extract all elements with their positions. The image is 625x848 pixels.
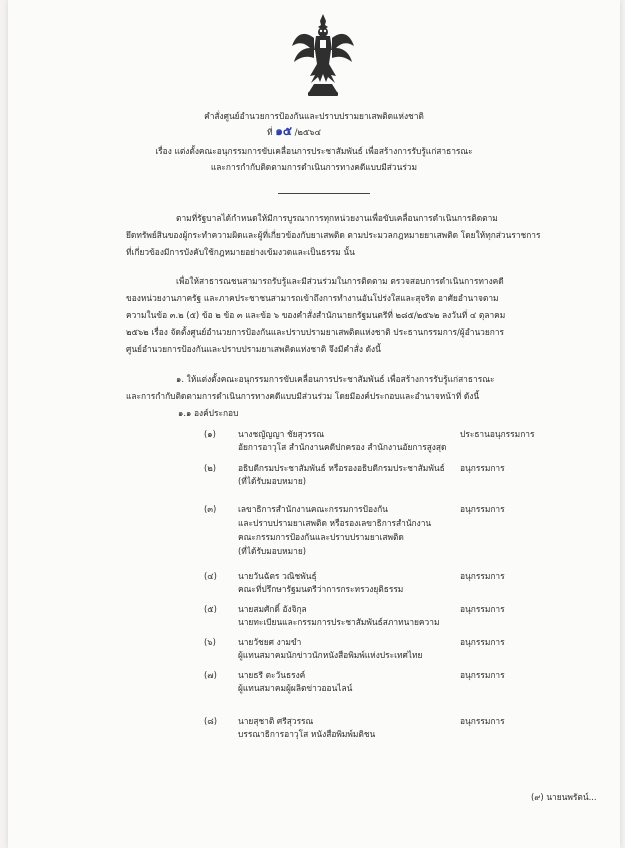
member-name: อธิบดีกรมประชาสัมพันธ์ หรือรองอธิบดีกรมประชาสัมพันธ์ [238,463,445,473]
member-affiliation: นายทะเบียนและกรรมการประชาสัมพันธ์สภาทนายความ [238,617,440,627]
member-affiliation: บรรณาธิการอาวุโส หนังสือพิมพ์มติชน [238,729,376,739]
paragraph-line: ที่เกี่ยวข้องมีการบังคับใช้กฎหมายอย่างเข้มงวดและเป็นธรรม นั้น [126,247,355,257]
order-line [267,126,321,138]
member-name: นายสมศักดิ์ อังจิกุล [238,604,307,614]
member-affiliation: และปราบปรามยาเสพติด หรือรองเลขาธิการสำนักงาน [238,518,432,528]
member-entry-8 [8,716,620,740]
agency-title: คำสั่งศูนย์อำนวยการป้องกันและปราบปรามยาเสพติดแห่งชาติ [204,111,424,121]
member-affiliation: (ที่ได้รับมอบหมาย) [238,476,307,486]
continuation-marker: (๙) นายนพรัตน์... [531,792,597,802]
member-affiliation: (ที่ได้รับมอบหมาย) [238,546,307,556]
member-entry-1 [8,429,620,453]
member-name: นางชญัญญา ชัยสุวรรณ [238,429,325,439]
order-prefix: ที่ [267,127,273,137]
member-affiliation: ผู้แทนสมาคมผู้ผลิตข่าวออนไลน์ [238,683,353,693]
member-role: อนุกรรมการ [460,571,505,581]
member-number: (๖) [204,637,216,647]
member-entry-4 [8,571,620,595]
order-year: /๒๕๖๔ [294,127,321,137]
member-entry-2 [8,463,620,487]
paragraph-line: และการกำกับติดตามการดำเนินการทางคดีแบบมีส่วนร่วม โดยมีองค์ประกอบและอำนาจหน้าที่ ดังนี้ [126,391,480,401]
member-role: อนุกรรมการ [460,670,505,680]
subject-line-1: เรื่อง แต่งตั้งคณะอนุกรรมการขับเคลื่อนการประชาสัมพันธ์ เพื่อสร้างการรับรู้แก่สาธารณะ [155,146,473,156]
member-affiliation: คณะที่ปรึกษารัฐมนตรีว่าการกระทรวงยุติธรรม [238,584,404,594]
paragraph-line: ยึดทรัพย์สินของผู้กระทำความผิดและผู้ที่เกี่ยวข้องกับยาเสพติด ตามประมวลกฎหมายยาเสพติด โดยให้ทุกส่วนราชการ [126,230,541,240]
member-role: อนุกรรมการ [460,716,505,726]
member-name: นายธรี ตะวันธรงค์ [238,670,306,680]
member-number: (๔) [204,571,217,581]
member-name: เลขาธิการสำนักงานคณะกรรมการป้องกัน [238,504,388,514]
member-affiliation: อัยการอาวุโส สำนักงานคดีปกครอง สำนักงานอัยการสูงสุด [238,442,447,452]
section-heading: ๑.๑ องค์ประกอบ [178,408,239,418]
member-number: (๑) [204,429,216,439]
member-role: อนุกรรมการ [460,637,505,647]
document-page [8,0,620,848]
member-entry-3 [8,504,620,556]
paragraph-line: ๑. ให้แต่งตั้งคณะอนุกรรมการขับเคลื่อนการประชาสัมพันธ์ เพื่อสร้างการรับรู้แก่สาธารณะ [176,374,495,384]
paragraph-line: ๒๕๖๒ เรื่อง จัดตั้งศูนย์อำนวยการป้องกันและปราบปรามยาเสพติดแห่งชาติ ประธานกรรมการ/ผู้อำนวยการ [126,327,505,337]
member-number: (๓) [204,504,217,514]
member-name: นายวันฉัตร วณิชพันธุ์ [238,571,317,581]
member-number: (๕) [204,604,217,614]
member-affiliation: ผู้แทนสมาคมนักข่าวนักหนังสือพิมพ์แห่งประเทศไทย [238,650,423,660]
member-affiliation: คณะกรรมการป้องกันและปราบปรามยาเสพติด [238,532,404,542]
member-number: (๗) [204,670,217,680]
subject-line-2: และการกำกับติดตามการดำเนินการทางคดีแบบมีส่วนร่วม [210,162,418,172]
member-name: นายสุชาติ ศรีสุวรรณ [238,716,314,726]
member-number: (๒) [204,463,217,473]
member-entry-6 [8,637,620,661]
paragraph-line: ศูนย์อำนวยการป้องกันและปราบปรามยาเสพติดแห่งชาติ จึงมีคำสั่ง ดังนี้ [126,344,381,354]
member-number: (๘) [204,716,217,726]
order-number: ๑๕ [275,124,292,138]
member-entry-7 [8,670,620,694]
paragraph-line: ของหน่วยงานภาครัฐ และภาคประชาชนสามารถเข้าถึงการทำงานอันโปร่งใสและสุจริต อาศัยอำนาจตาม [126,293,499,303]
member-role: อนุกรรมการ [460,604,505,614]
divider [278,193,370,194]
member-role: อนุกรรมการ [460,504,505,514]
member-role: อนุกรรมการ [460,463,505,473]
garuda-emblem-icon [290,12,356,100]
paragraph-line: ความในข้อ ๓.๒ (๕) ข้อ ๒ ข้อ ๓ และข้อ ๖ ของคำสั่งสำนักนายกรัฐมนตรีที่ ๒๘๕/๒๕๖๒ ลงวันที่ ๔ ตุลาคม [126,310,506,320]
paragraph-line: ตามที่รัฐบาลได้กำหนดให้มีการบูรณาการทุกหน่วยงานเพื่อขับเคลื่อนการดำเนินการติดตาม [176,213,498,223]
member-name: นายวัชยศ งามขำ [238,637,302,647]
member-role: ประธานอนุกรรมการ [460,429,535,439]
paragraph-line: เพื่อให้สาธารณชนสามารถรับรู้และมีส่วนร่วมในการติดตาม ตรวจสอบการดำเนินการทางคดี [176,276,504,286]
member-entry-5 [8,604,620,628]
